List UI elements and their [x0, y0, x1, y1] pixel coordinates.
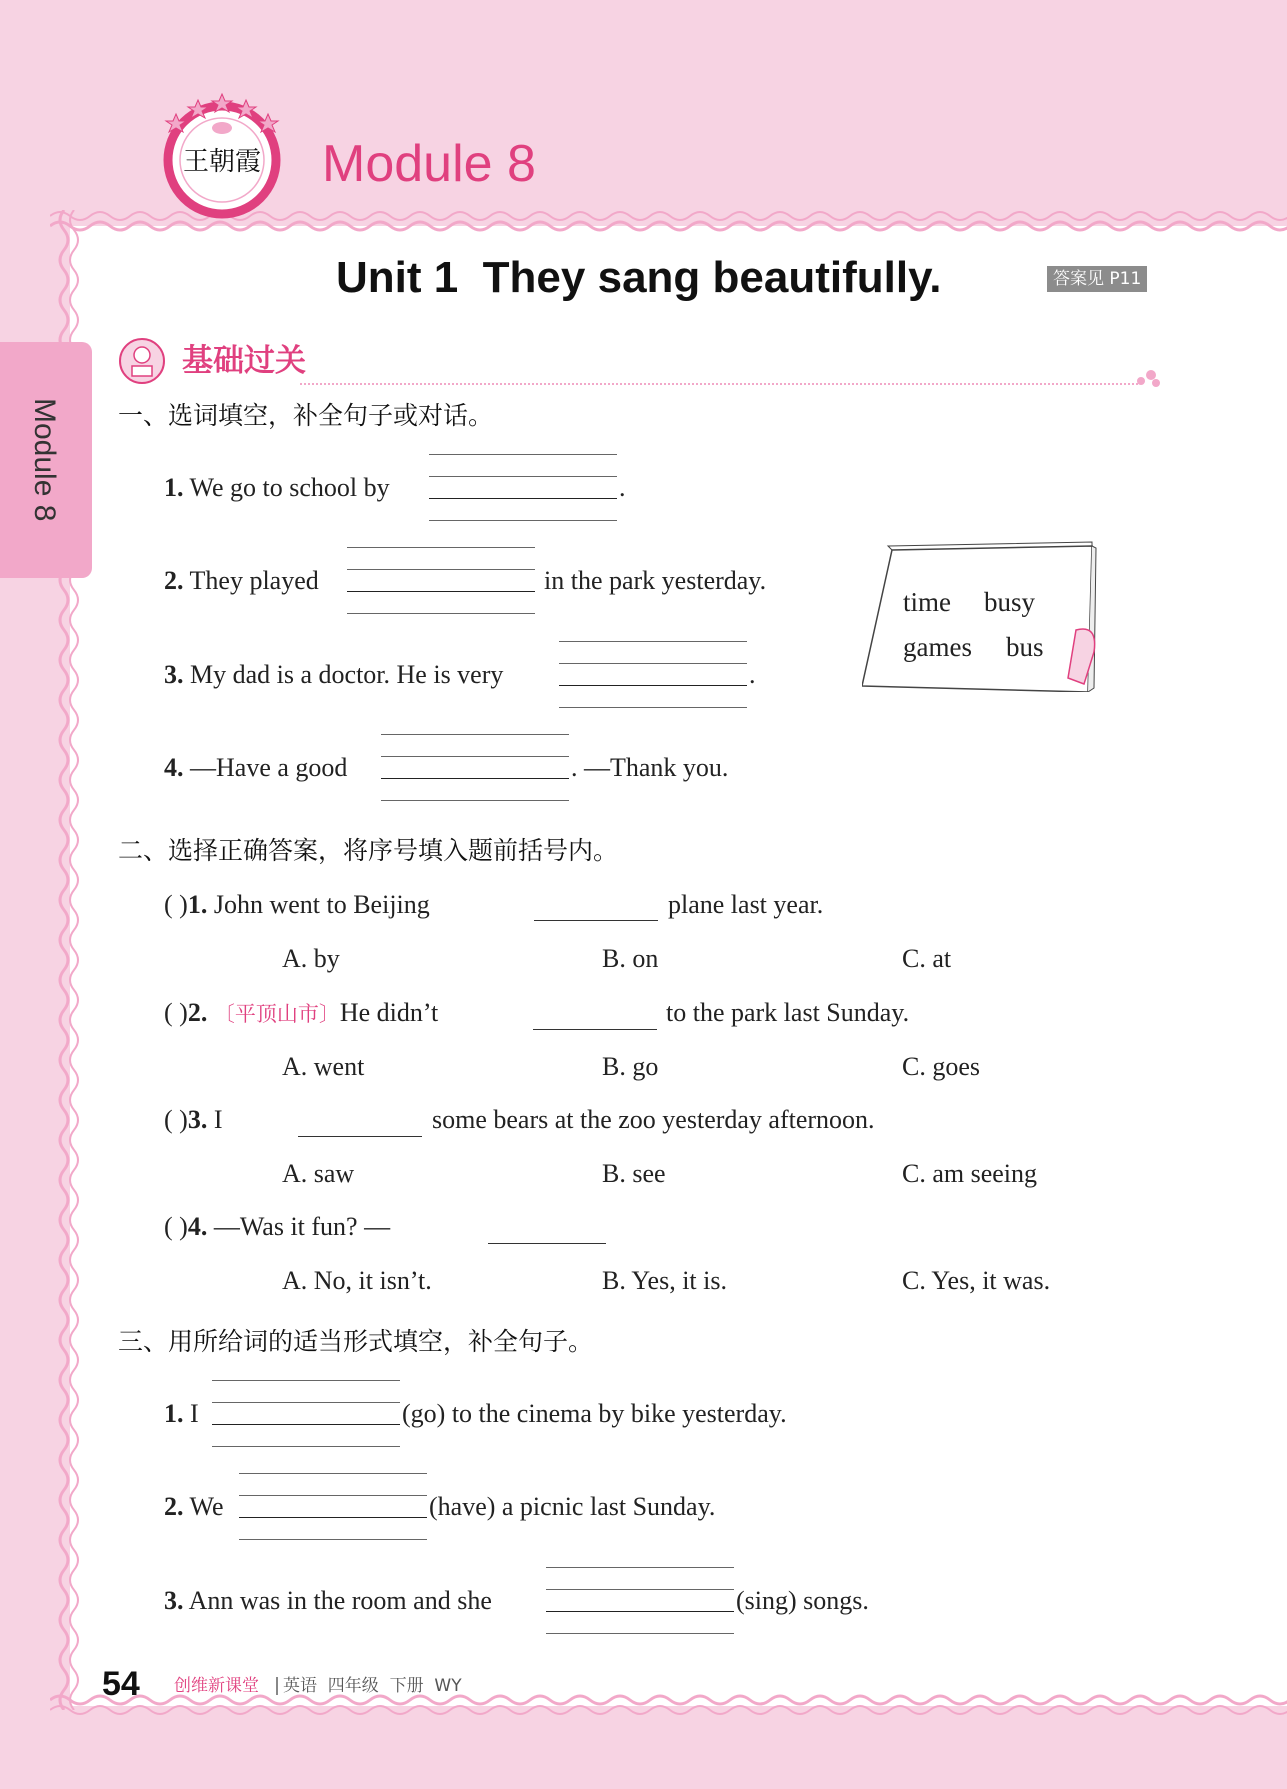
part1-item-1-end: .	[619, 473, 626, 502]
source-tag: 〔平顶山市〕	[213, 1002, 340, 1026]
word-box-item: games	[903, 632, 972, 662]
option-a: A. by	[282, 944, 340, 973]
section-divider	[300, 383, 1138, 385]
option-a: A. went	[282, 1052, 365, 1081]
part3-item-3: 3. Ann was in the room and she	[164, 1586, 492, 1615]
part1-item-2: 2. They played	[164, 566, 319, 595]
answer-bracket[interactable]: ( )	[164, 1105, 188, 1134]
writing-blank[interactable]	[381, 734, 569, 800]
word-box-card	[862, 540, 1102, 692]
option-c: C. at	[902, 944, 952, 973]
part1-item-3: 3. My dad is a doctor. He is very	[164, 660, 504, 689]
part3-item-2: 2. We	[164, 1492, 224, 1521]
writing-blank[interactable]	[212, 1380, 400, 1446]
svg-text:王朝霞: 王朝霞	[182, 147, 262, 177]
section-title: 基础过关	[182, 343, 306, 379]
option-c: C. Yes, it was.	[902, 1266, 1051, 1295]
footer-info: 英语 四年级 下册 WY	[283, 1676, 462, 1696]
writing-blank[interactable]	[546, 1567, 734, 1633]
part3-item-1: 1. I	[164, 1399, 199, 1428]
part2-question-3-end: some bears at the zoo yesterday afternoon.	[432, 1105, 875, 1134]
answer-blank[interactable]	[534, 920, 658, 921]
word-box-item: busy	[984, 587, 1036, 617]
part1-heading: 一、选词填空，补全句子或对话。	[118, 401, 494, 430]
writing-blank[interactable]	[559, 641, 747, 707]
option-b: B. Yes, it is.	[602, 1266, 727, 1295]
module-title: Module 8	[322, 135, 536, 193]
part1-item-2-end: in the park yesterday.	[544, 566, 767, 595]
side-tab-label: Module 8	[28, 398, 61, 522]
option-c: C. goes	[902, 1052, 980, 1081]
writing-blank[interactable]	[239, 1473, 427, 1539]
answer-bracket[interactable]: ( )	[164, 998, 188, 1027]
option-a: A. saw	[282, 1159, 355, 1188]
answer-blank[interactable]	[488, 1243, 606, 1244]
footer-brand: 创维新课堂	[174, 1676, 259, 1696]
word-box-item: bus	[1006, 632, 1044, 662]
writing-blank[interactable]	[347, 547, 535, 613]
option-a: A. No, it isn’t.	[282, 1266, 432, 1295]
reading-girl-icon	[116, 336, 172, 386]
part1-item-1: 1. We go to school by	[164, 473, 390, 502]
answer-reference-badge: 答案见 P11	[1047, 266, 1147, 292]
part2-question-2: ( )2. 〔平顶山市〕He didn’t	[164, 998, 439, 1027]
answer-bracket[interactable]: ( )	[164, 890, 188, 919]
part2-question-3: ( )3. I	[164, 1105, 223, 1134]
option-c: C. am seeing	[902, 1159, 1038, 1188]
part1-item-3-end: .	[749, 660, 756, 689]
part3-item-3-end: (sing) songs.	[736, 1586, 869, 1615]
brand-logo-icon	[156, 88, 288, 220]
unit-title: Unit 1 They sang beautifully.	[336, 253, 942, 302]
part2-question-1: ( )1. John went to Beijing	[164, 890, 430, 919]
part1-item-4-end: . —Thank you.	[571, 753, 729, 782]
word-box-item: time	[903, 587, 951, 617]
option-b: B. on	[602, 944, 659, 973]
answer-blank[interactable]	[298, 1136, 422, 1137]
decorative-dots-icon	[1135, 368, 1161, 388]
part2-question-1-end: plane last year.	[668, 890, 824, 919]
answer-bracket[interactable]: ( )	[164, 1212, 188, 1241]
part2-question-4: ( )4. —Was it fun? —	[164, 1212, 391, 1241]
page-number: 54	[102, 1665, 140, 1703]
writing-blank[interactable]	[429, 454, 617, 520]
part3-heading: 三、用所给词的适当形式填空，补全句子。	[118, 1327, 594, 1356]
option-b: B. see	[602, 1159, 666, 1188]
part3-item-2-end: (have) a picnic last Sunday.	[429, 1492, 716, 1521]
footer-separator	[276, 1677, 278, 1695]
part2-question-2-end: to the park last Sunday.	[666, 998, 910, 1027]
option-b: B. go	[602, 1052, 659, 1081]
answer-blank[interactable]	[533, 1029, 657, 1030]
part3-item-1-end: (go) to the cinema by bike yesterday.	[402, 1399, 787, 1428]
part2-heading: 二、选择正确答案，将序号填入题前括号内。	[118, 836, 619, 865]
part1-item-4: 4. —Have a good	[164, 753, 348, 782]
